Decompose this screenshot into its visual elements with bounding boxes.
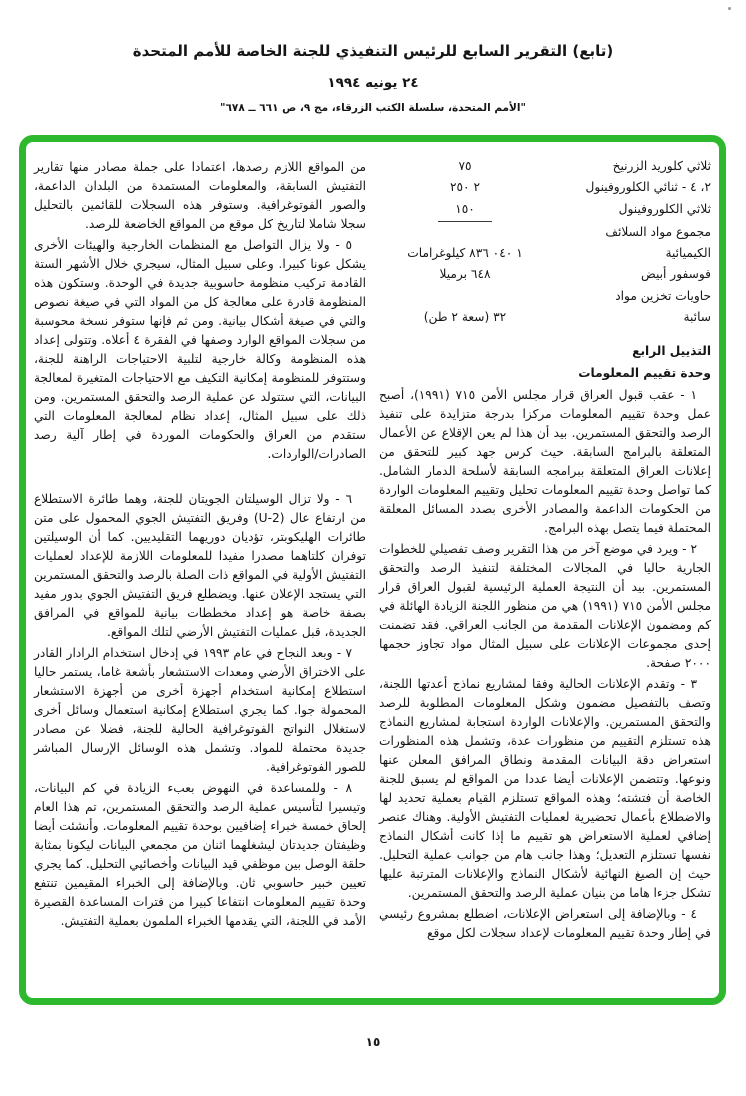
- table-row-value: ٦٤٨ برميلا: [439, 267, 491, 282]
- table-row-value: ٧٥: [458, 159, 472, 173]
- table-row-label: ٢، ٤ - ثنائي الكلوروفينول: [585, 180, 711, 195]
- paragraph-2: ٢ - ويرد في موضع آخر من هذا التقرير وصف تفصيلي للخطوات الجارية حاليا في المجالات المختلفة لتنفيذ الرصد والتحقق المستمرين. بيد أن النتيجة العملية الرئيسية لقبول العراق قرار مجلس الأمن ٧١٥ (١٩٩١) هي من منظور اللجنة الزيادة الهائلة في كم ومضمون الإعلانات المقدمة من الجانب العراقي. فقد تضمنت إحدى مجموعات الإعلانات على سبيل المثال مواد تجاوز حجمها ٢٠٠٠ صفحة.: [379, 542, 711, 671]
- paragraph-8: ٨ - وللمساعدة في النهوض بعبء الزيادة في كم البيانات، وتيسيرا لتأسيس عملية الرصد والتحقق المستمرين، تم هذا العام إلحاق خمسة خبراء إضافيين بوحدة تقييم المعلومات. وأنشئت أيضا وظيفتان جديدتان ليشغلهما اثنان من مجمعي البيانات ليكونا بمثابة حلقة الوصل بين موظفي قيد البيانات وأخصائيي التحليل. كما يجري تعيين خبير حاسوبي ثان. وبالإضافة إلى الخبراء المقيمين تنتفع وحدة تقييم المعلومات انتفاعا كبيرا من فترات المساعدة القصيرة الأمد في اللجنة، التي يقدمها الخبراء الملمون بعملية التفتيش.: [34, 781, 366, 928]
- table-row: [379, 222, 711, 243]
- right-column: [379, 156, 711, 990]
- table-row-value: ٢ ٢٥٠: [449, 180, 481, 195]
- paragraph-7: ٧ - وبعد النجاح في عام ١٩٩٣ في إدخال استخدام الرادار القادر على الاختراق الأرضي ومعدات الاستشعار بأشعة غاما، يستمر حاليا استطلاع إمكانية استخدام أجهزة أخرى من أجهزة الاستشعار المحمولة جوا. كما يجري استطلاع إمكانية استعمال وسائل أخرى لاستغلال النواتج الفوتوغرافية الحالية للجنة، فضلا عن مصادر جديدة محتملة للمواد. وتشمل هذه الوسائل الإرسال المباشر للصور الفوتوغرافية.: [34, 646, 366, 774]
- table-row-value: ٣٢ (سعة ٢ طن): [423, 310, 507, 325]
- table-row: [379, 243, 711, 264]
- subtotal-rule: ١٥٠: [438, 199, 492, 222]
- page-number: ١٥: [365, 1035, 381, 1049]
- table-row: [379, 177, 711, 198]
- paragraph-6: ٦ - ولا تزال الوسيلتان الجويتان للجنة، وهما طائرة الاستطلاع من ارتفاع عال (U-2) وفريق التفتيش الجوي المحمول على متن طائرات الهليكوبتر، تؤديان دوريهما التقليديين. كما أن الوسيلتين توفران كلتاهما مصدرا مفيدا للمعلومات اللازمة للإعداد لعمليات التفتيش الأولية في المواقع ذات الصلة بالرصد والتحقق المستمرين التي يستجد الإعلان عنها. ويضطلع فريق التفتيش الجوي بدور مفيد بصفة خاصة هو إعداد مخططات بيانية للمواقع في المرافق الجديدة، قبل عمليات التفتيش الأرضي لتلك المواقع.: [34, 492, 366, 639]
- left-column: [34, 156, 366, 990]
- appendix-heading: التذييل الرابع: [632, 344, 711, 359]
- scan-artifact-dot: [728, 7, 731, 10]
- table-row-label: ثلاثي كلوريد الزرنيخ: [612, 159, 711, 173]
- table-row-label: سائبة: [683, 310, 711, 325]
- two-column-layout: [26, 142, 719, 998]
- document-date: ٢٤ يونيه ١٩٩٤: [327, 75, 419, 91]
- table-row: [379, 199, 711, 222]
- document-header: [0, 0, 746, 114]
- paragraph-3: ٣ - وتقدم الإعلانات الحالية وفقا لمشاريع نماذج أعدتها اللجنة، وتصف بالتفصيل مضمون وشكل المعلومات المطلوبة للرصد والتحقق المستمرين. والإعلانات الواردة استجابة لمشاريع النماذج هذه تستلزم التقييم من منظورات عدة، وتشمل هذه المنظورات استعراض دقة البيانات المقدمة ونطاق المرافق المعلن عنها ونوعها. وتتضمن الإعلانات أيضا عددا من المواقع لم يسبق للجنة الخاصة أن فتشته؛ وهذه المواقع تستلزم القيام بعملية تحديد لها والاضطلاع بأعمال تحضيرية لعمليات التفتيش الأولية. وهناك عنصر إضافي لعملية الاستعراض هو تقييم ما إذا كانت أشكال النماذج نفسها تستلزم التعديل؛ وهذا جانب هام من جوانب عملية التحليل. حيث إن الصيغ النهائية لأشكال النماذج والإعلانات المترتبة عليها تشكل جزءا هاما من بنيان عملية الرصد والتحقق المستمرين.: [379, 677, 711, 901]
- source-citation-line: "الأمم المتحدة، سلسلة الكتب الزرقاء، مج ٩، ص ٦٦١ ــ ٦٧٨": [220, 102, 526, 114]
- table-row-value: ١ ٠٤٠ ٨٣٦ كيلوغرامات: [407, 246, 523, 261]
- table-row: [379, 307, 711, 328]
- precursor-table: [379, 156, 711, 328]
- table-row-value: [379, 199, 551, 222]
- paragraph-1: ١ - عقب قبول العراق قرار مجلس الأمن ٧١٥ (١٩٩١)، أصبح عمل وحدة تقييم المعلومات مركزا بدرجة متزايدة على تنفيذ الرصد والتحقق المستمرين. بيد أن هذا لم يعن الإقلاع عن الأعمال المتعلقة بالبرامج السابقة. حيث كرس جهد كبير للتحقق من إعلانات العراق المتعلقة ببرامجه السابقة لأسلحة الدمار الشامل. كما تواصل وحدة تقييم المعلومات تحليل وتقييم المعلومات الواردة من الحكومات الداعمة والمصادر الأخرى بصدد المسائل المعلقة المحتملة فيما يتصل بهذه البرامج.: [379, 388, 711, 536]
- table-row-label: مجموع مواد السلائف: [605, 224, 711, 239]
- table-row-label: فوسفور أبيض: [641, 267, 711, 282]
- document-title: (تابع) التقرير السابع للرئيس التنفيذي للجنة الخاصة للأمم المتحدة: [132, 42, 614, 60]
- table-row-label: حاويات تخزين مواد: [615, 288, 711, 303]
- table-row-label: ثلاثي الكلوروفينول: [618, 201, 711, 216]
- table-row: [379, 156, 711, 177]
- table-row: [379, 286, 711, 307]
- paragraph-4-continuation: من المواقع اللازم رصدها، اعتمادا على جملة مصادر منها تقارير التفتيش السابقة، والمعلومات المستمدة من البلدان الداعمة، والصور الفوتوغرافية. وستوفر هذه السجلات للقائمين بالتحليل سجلا شاملا لتاريخ كل موقع من المواقع الخاضعة للرصد.: [34, 160, 366, 231]
- paragraph-4: ٤ - وبالإضافة إلى استعراض الإعلانات، اضطلع بمشروع رئيسي في إطار وحدة تقييم المعلومات لإعداد سجلات لكل موقع: [379, 907, 711, 941]
- paragraph-5: ٥ - ولا يزال التواصل مع المنظمات الخارجية والهيئات الأخرى يشكل عونا كبيرا. وعلى سبيل المثال، سيجري خلال الأشهر الستة القادمة تركيب منظومة حاسوبية جديدة في الوحدة. وستكون هذه المنظومة قادرة على معالجة كل من المواد التي في صيغة نصوص والتي في صيغة أشكال بيانية. ومن ثم فإنها ستوفر نسخة محوسبة من سجلات المواقع الوارد وصفها في الفقرة ٤ أعلاه. وتتولى إعداد هذه المنظومة وكالة خارجية لتلبية الاحتياجات الراهنة للجنة، وستتوفر للمنظومة إمكانية التكيف مع الاحتياجات المتغيرة لمعالجة البيانات، التي ستتولد عن عملية الرصد والتحقق المستمرين. ومن ذلك على سبيل المثال، إعداد نظام لمعالجة المعلومات التي ستقدم من العراق والحكومات الموردة في إطار آلية رصد الصادرات/الواردات.: [34, 238, 366, 461]
- green-border-frame: [19, 135, 726, 1005]
- appendix-subheading: وحدة تقييم المعلومات: [578, 366, 711, 381]
- table-row: [379, 264, 711, 285]
- table-row-label: الكيميائية: [665, 246, 711, 261]
